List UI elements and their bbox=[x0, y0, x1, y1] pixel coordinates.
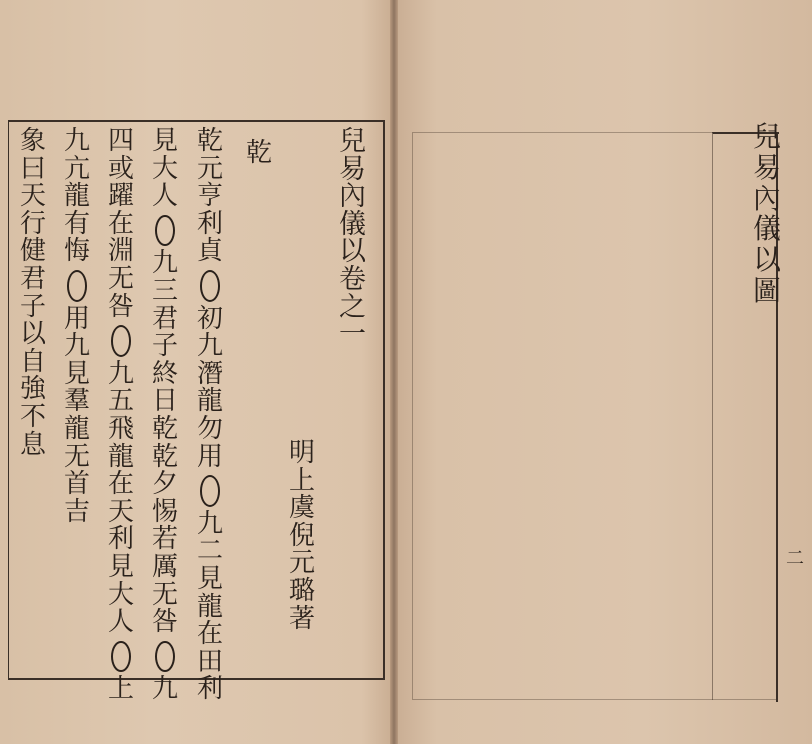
character: 上 bbox=[289, 465, 316, 496]
book-gutter bbox=[390, 0, 398, 744]
character: 乾 bbox=[246, 138, 273, 168]
section-heading-qian bbox=[246, 140, 272, 168]
character: 咎 bbox=[108, 291, 135, 322]
character: 元 bbox=[197, 153, 224, 184]
circle-mark bbox=[155, 215, 175, 247]
character: 无 bbox=[152, 579, 179, 610]
character: 九 bbox=[197, 331, 224, 362]
circle-mark bbox=[200, 270, 220, 302]
character: 四 bbox=[108, 126, 135, 156]
character: 勿 bbox=[197, 413, 224, 444]
character: 倪 bbox=[289, 520, 316, 551]
character: 不 bbox=[20, 401, 47, 432]
character: 兒 bbox=[752, 120, 781, 153]
character: 用 bbox=[197, 441, 224, 472]
character: 乾 bbox=[197, 126, 224, 156]
character: 終 bbox=[152, 358, 179, 389]
character: 人 bbox=[108, 607, 135, 638]
character: 二 bbox=[197, 536, 224, 567]
character: 貞 bbox=[197, 236, 224, 267]
circle-mark bbox=[67, 270, 87, 302]
character: 自 bbox=[20, 346, 47, 377]
character: 著 bbox=[289, 603, 316, 634]
character: 潛 bbox=[197, 358, 224, 389]
character: 亨 bbox=[197, 181, 224, 212]
character: 在 bbox=[108, 469, 135, 500]
circle-mark bbox=[111, 325, 131, 357]
text-column-1 bbox=[197, 128, 223, 704]
character: 九 bbox=[152, 248, 179, 279]
character: 見 bbox=[108, 551, 135, 582]
character: 利 bbox=[197, 208, 224, 239]
character: 璐 bbox=[289, 575, 316, 606]
character: 健 bbox=[20, 236, 47, 267]
character: 元 bbox=[289, 548, 316, 579]
character: 曰 bbox=[20, 153, 47, 184]
text-column-4 bbox=[64, 128, 90, 526]
character: 大 bbox=[108, 579, 135, 610]
character: 卷 bbox=[339, 263, 366, 295]
circle-mark bbox=[155, 641, 175, 673]
character: 行 bbox=[20, 208, 47, 239]
character: 以 bbox=[20, 319, 47, 350]
character: 儀 bbox=[339, 208, 366, 240]
character: 夕 bbox=[152, 469, 179, 500]
character: 惕 bbox=[152, 496, 179, 527]
circle-mark bbox=[111, 641, 131, 673]
character: 在 bbox=[108, 208, 135, 239]
character: 乾 bbox=[152, 441, 179, 472]
character: 上 bbox=[108, 674, 135, 705]
circle-mark bbox=[200, 475, 220, 507]
character: 見 bbox=[64, 358, 91, 389]
character: 天 bbox=[108, 496, 135, 527]
character: 亢 bbox=[64, 153, 91, 184]
character: 田 bbox=[197, 646, 224, 677]
character: 用 bbox=[64, 303, 91, 334]
character: 子 bbox=[20, 291, 47, 322]
character: 易 bbox=[339, 153, 366, 185]
character: 人 bbox=[152, 181, 179, 212]
character: 君 bbox=[152, 303, 179, 334]
character: 龍 bbox=[108, 441, 135, 472]
character: 見 bbox=[197, 563, 224, 594]
character: 易 bbox=[752, 150, 781, 184]
character: 君 bbox=[20, 263, 47, 294]
character: 九 bbox=[108, 358, 135, 389]
character: 利 bbox=[197, 674, 224, 705]
character: 龍 bbox=[64, 413, 91, 444]
character: 天 bbox=[20, 181, 47, 212]
character: 淵 bbox=[108, 236, 135, 267]
page-number: 二 bbox=[786, 548, 804, 569]
character: 悔 bbox=[64, 236, 91, 267]
character: 一 bbox=[339, 319, 366, 351]
character: 乾 bbox=[152, 413, 179, 444]
character: 无 bbox=[108, 263, 135, 294]
character: 飛 bbox=[108, 413, 135, 444]
book-title-column bbox=[339, 128, 366, 349]
character: 內 bbox=[339, 181, 366, 213]
character: 以 bbox=[752, 243, 781, 277]
character: 九 bbox=[152, 674, 179, 705]
character: 九 bbox=[64, 126, 91, 156]
character: 在 bbox=[197, 619, 224, 650]
character: 大 bbox=[152, 153, 179, 184]
character: 吉 bbox=[64, 496, 91, 527]
character: 內 bbox=[752, 181, 781, 215]
character: 儀 bbox=[752, 212, 781, 246]
text-column-2 bbox=[152, 128, 178, 704]
character: 初 bbox=[197, 303, 224, 334]
character: 咎 bbox=[152, 607, 179, 638]
character: 兒 bbox=[339, 126, 366, 157]
character: 躍 bbox=[108, 181, 135, 212]
character: 利 bbox=[108, 524, 135, 555]
text-column-3 bbox=[108, 128, 134, 704]
author-column bbox=[289, 440, 315, 633]
character: 日 bbox=[152, 386, 179, 417]
character: 虞 bbox=[289, 493, 316, 524]
character: 九 bbox=[64, 331, 91, 362]
character: 明 bbox=[289, 438, 316, 468]
character: 无 bbox=[64, 441, 91, 472]
character: 見 bbox=[152, 126, 179, 156]
character: 三 bbox=[152, 275, 179, 306]
character: 息 bbox=[20, 429, 47, 460]
character: 龍 bbox=[197, 386, 224, 417]
character: 首 bbox=[64, 469, 91, 500]
right-page-title-column bbox=[750, 122, 784, 307]
character: 龍 bbox=[197, 591, 224, 622]
character: 或 bbox=[108, 153, 135, 184]
character: 九 bbox=[197, 508, 224, 539]
character: 羣 bbox=[64, 386, 91, 417]
text-column-5 bbox=[20, 128, 46, 459]
character: 以 bbox=[339, 236, 366, 268]
character: 子 bbox=[152, 331, 179, 362]
character: 龍 bbox=[64, 181, 91, 212]
character: 若 bbox=[152, 524, 179, 555]
character: 強 bbox=[20, 374, 47, 405]
character: 有 bbox=[64, 208, 91, 239]
character: 象 bbox=[20, 126, 47, 156]
character: 厲 bbox=[152, 551, 179, 582]
character: 圖 bbox=[752, 273, 781, 307]
character: 五 bbox=[108, 386, 135, 417]
character: 之 bbox=[339, 291, 366, 323]
